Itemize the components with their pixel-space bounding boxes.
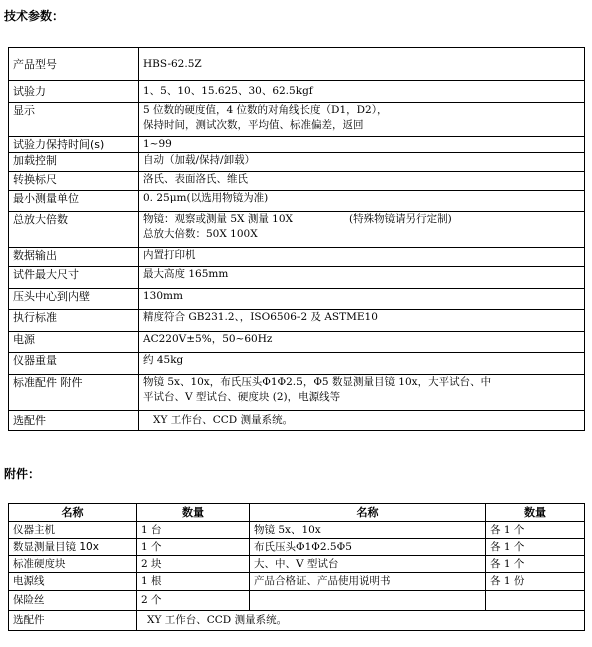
table-cell: 电源线: [9, 573, 137, 591]
table-row: [9, 591, 585, 611]
spec-label: 加载控制: [9, 153, 139, 172]
table-cell: 2 个: [137, 591, 250, 611]
spec-value: [139, 411, 585, 431]
spec-value: 洛氏、表面洛氏、维氏: [139, 172, 585, 191]
spec-label: 执行标准: [9, 310, 139, 332]
table-row: [9, 522, 585, 539]
spec-table: [8, 47, 585, 431]
spec-value-line: [143, 212, 580, 227]
spec-note: (特殊物镜请另行定制): [349, 213, 452, 225]
table-cell: 1 台: [137, 522, 250, 539]
spec-value-text: 物镜：观察或测量 5X 测量 10X: [143, 213, 294, 225]
spec-row-throat: [9, 289, 585, 310]
table-cell: 标准硬度块: [9, 556, 137, 573]
table-cell: 1 个: [137, 539, 250, 556]
spec-label: 产品型号: [9, 48, 139, 81]
table-cell: 大、中、V 型试台: [250, 556, 486, 573]
spec-label: 试件最大尺寸: [9, 267, 139, 289]
spec-value: [139, 103, 585, 137]
spec-value: 1~99: [139, 137, 585, 153]
spec-value: 精度符合 GB231.2、，ISO6506-2 及 ASTME10: [139, 310, 585, 332]
table-cell: 保险丝: [9, 591, 137, 611]
spec-value: 自动（加载/保持/卸载）: [139, 153, 585, 172]
spec-row-magnification: [9, 212, 585, 248]
table-cell: 选配件: [9, 611, 137, 631]
table-cell: 仪器主机: [9, 522, 137, 539]
accessories-table: [8, 503, 585, 631]
table-cell: 各 1 个: [486, 556, 585, 573]
spec-label: 试验力保持时间(s): [9, 137, 139, 153]
table-row: [9, 611, 585, 631]
spec-value-line: 总放大倍数：50X 100X: [143, 228, 258, 240]
table-cell: 数显测量目镜 10x: [9, 539, 137, 556]
table-cell: 物镜 5x、10x: [250, 522, 486, 539]
accessories-header-row: [9, 504, 585, 522]
spec-row-power: [9, 332, 585, 353]
spec-label: 最小测量单位: [9, 191, 139, 212]
spec-value-line: 平试台、V 型试台、硬度块 (2)，电源线等: [143, 391, 341, 403]
spec-value: [139, 212, 585, 248]
table-cell: 2 块: [137, 556, 250, 573]
spec-label: 试验力: [9, 81, 139, 103]
table-cell: [137, 611, 585, 631]
spec-row-hold-time: [9, 137, 585, 153]
spec-label: 选配件: [9, 411, 139, 431]
spec-value-line: 5 位数的硬度值，4 位数的对角线长度（D1，D2），: [143, 104, 388, 116]
table-cell: 1 根: [137, 573, 250, 591]
spec-row-scale: [9, 172, 585, 191]
spec-row-optional: [9, 411, 585, 431]
table-cell: 布氏压头Φ1Φ2.5Φ5: [250, 539, 486, 556]
column-header-name: 名称: [9, 504, 137, 522]
table-cell: [250, 591, 486, 611]
spec-row-weight: [9, 353, 585, 375]
table-row: [9, 556, 585, 573]
spec-value: 内置打印机: [139, 248, 585, 267]
spec-row-display: [9, 103, 585, 137]
table-cell: 各 1 个: [486, 522, 585, 539]
spec-label: 总放大倍数: [9, 212, 139, 248]
table-cell: 产品合格证、产品使用说明书: [250, 573, 486, 591]
spec-value: 130mm: [139, 289, 585, 310]
column-header-qty: 数量: [137, 504, 250, 522]
accessories-heading: 附件：: [4, 467, 41, 481]
spec-value-line: 物镜 5x、10x，布氏压头Φ1Φ2.5，Φ5 数显测量目镜 10x，大平试台、中: [143, 376, 492, 388]
table-cell: [486, 591, 585, 611]
spec-label: 转换标尺: [9, 172, 139, 191]
spec-label: 压头中心到内壁: [9, 289, 139, 310]
column-header-qty: 数量: [486, 504, 585, 522]
table-cell: 各 1 个: [486, 539, 585, 556]
spec-value: 1、5、10、15.625、30、62.5kgf: [139, 81, 585, 103]
optional-value: XY 工作台、CCD 测量系统。: [147, 614, 288, 626]
spec-row-standard: [9, 310, 585, 332]
spec-value-text: XY 工作台、CCD 测量系统。: [153, 414, 294, 426]
spec-row-max-size: [9, 267, 585, 289]
spec-value: 最大高度 165mm: [139, 267, 585, 289]
spec-label: 电源: [9, 332, 139, 353]
spec-value: 0. 25μm(以选用物镜为准): [139, 191, 585, 212]
spec-row-model: [9, 48, 585, 81]
table-cell: 各 1 份: [486, 573, 585, 591]
spec-value: HBS-62.5Z: [139, 48, 585, 81]
spec-value: [139, 375, 585, 411]
spec-row-output: [9, 248, 585, 267]
spec-value-line: 保持时间，测试次数，平均值、标准偏差，返回: [143, 119, 364, 131]
spec-label: 显示: [9, 103, 139, 137]
spec-value: 约 45kg: [139, 353, 585, 375]
spec-label: 仪器重量: [9, 353, 139, 375]
table-row: [9, 573, 585, 591]
spec-row-accessories: [9, 375, 585, 411]
spec-label: 标准配件 附件: [9, 375, 139, 411]
spec-label: 数据输出: [9, 248, 139, 267]
spec-row-min-unit: [9, 191, 585, 212]
spec-heading: 技术参数：: [4, 9, 65, 23]
column-header-name: 名称: [250, 504, 486, 522]
spec-row-force: [9, 81, 585, 103]
spec-row-load-control: [9, 153, 585, 172]
table-row: [9, 539, 585, 556]
spec-value: AC220V±5%，50~60Hz: [139, 332, 585, 353]
